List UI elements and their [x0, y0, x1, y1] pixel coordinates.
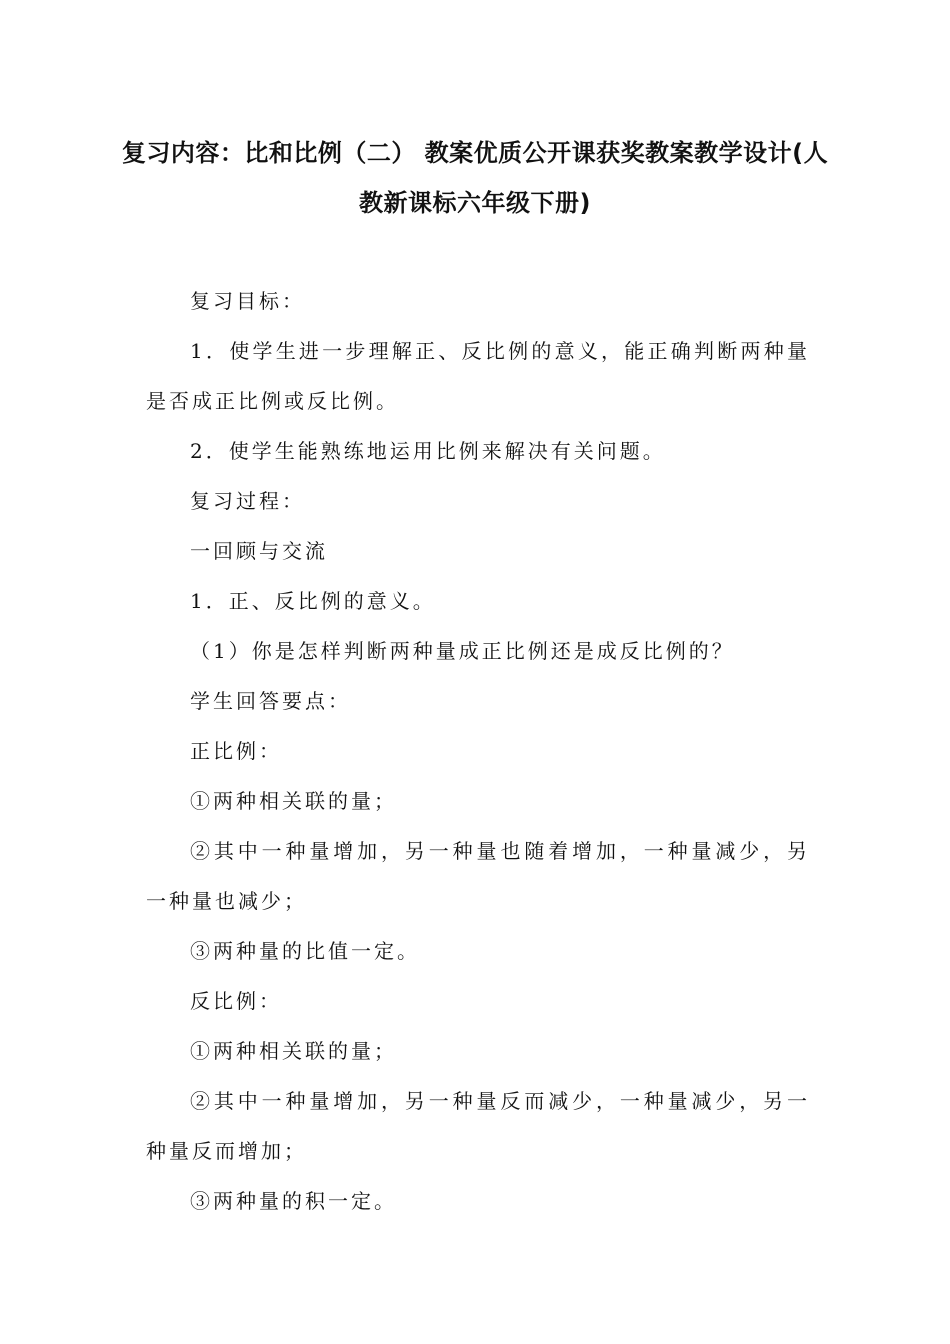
title-line-2: 教新课标六年级下册): [359, 189, 591, 217]
document-body: [146, 276, 810, 1226]
paragraph-review-goals-heading: 复习目标：: [190, 289, 305, 313]
paragraph-goal-1: 1．使学生进一步理解正、反比例的意义，能正确判断两种量是否成正比例或反比例。: [146, 339, 810, 413]
paragraph-item-1-meaning: 1．正、反比例的意义。: [190, 589, 436, 613]
paragraph-section-review-exchange: 一回顾与交流: [190, 539, 328, 563]
paragraph-direct-point-2: ②其中一种量增加，另一种量也随着增加，一种量减少，另一种量也减少；: [146, 839, 810, 913]
paragraph-inverse-point-1: ①两种相关联的量；: [190, 1039, 397, 1063]
paragraph-inverse-point-2: ②其中一种量增加，另一种量反而减少，一种量减少，另一种量反而增加；: [146, 1089, 810, 1163]
paragraph-inverse-point-3: ③两种量的积一定。: [190, 1189, 397, 1213]
paragraph-review-process-heading: 复习过程：: [190, 489, 305, 513]
paragraph-direct-proportion-heading: 正比例：: [190, 739, 282, 763]
paragraph-direct-point-3: ③两种量的比值一定。: [190, 939, 420, 963]
paragraph-answer-points: 学生回答要点：: [190, 689, 351, 713]
document-title: [120, 128, 830, 228]
paragraph-question-1: （1）你是怎样判断两种量成正比例还是成反比例的？: [190, 639, 735, 663]
paragraph-inverse-proportion-heading: 反比例：: [190, 989, 282, 1013]
paragraph-direct-point-1: ①两种相关联的量；: [190, 789, 397, 813]
title-line-1: 复习内容：比和比例（二） 教案优质公开课获奖教案教学设计(人: [121, 139, 829, 167]
paragraph-goal-2: 2．使学生能熟练地运用比例来解决有关问题。: [190, 439, 666, 463]
